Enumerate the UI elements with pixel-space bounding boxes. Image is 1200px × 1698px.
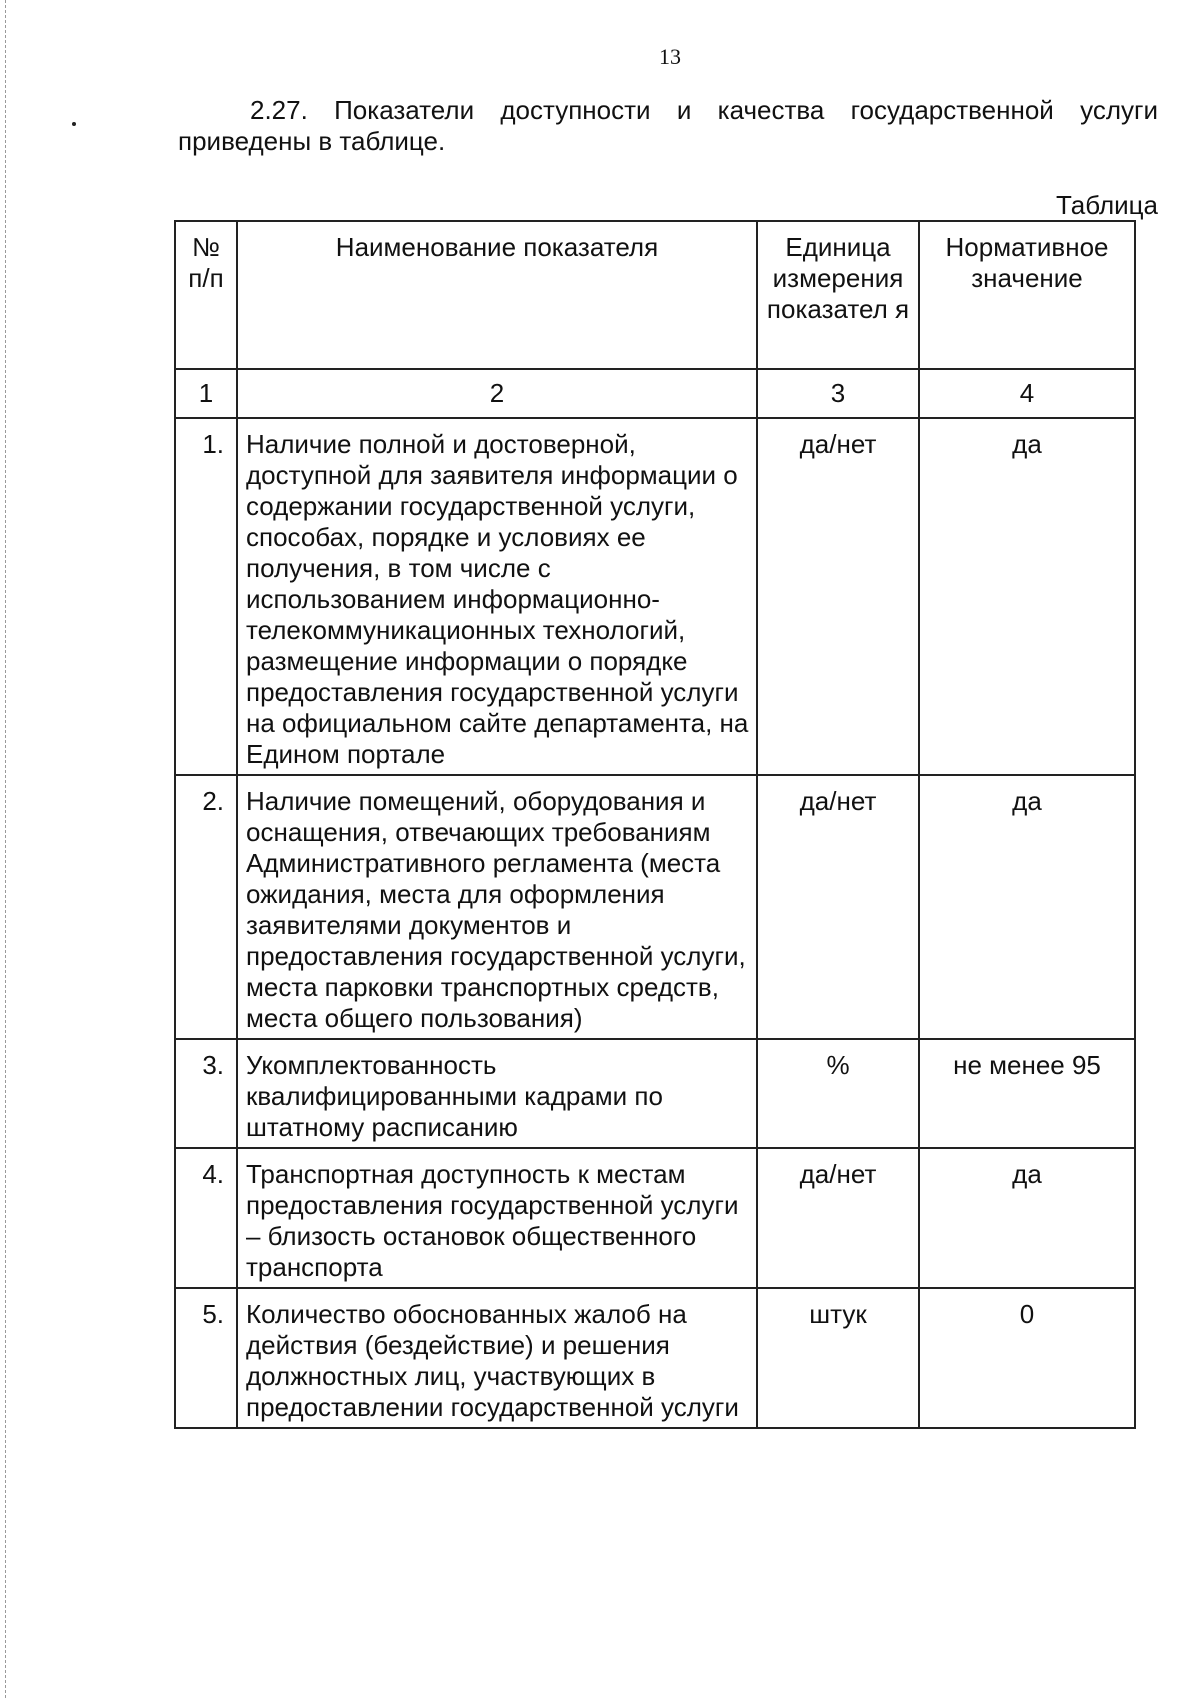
table-row xyxy=(175,418,1135,775)
header-unit: Единица измерения показател я xyxy=(757,221,919,369)
table-row xyxy=(175,775,1135,1039)
row-number: 3. xyxy=(175,1039,237,1148)
header-num: № п/п xyxy=(175,221,237,369)
indicator-unit: % xyxy=(757,1039,919,1148)
header-norm: Нормативное значение xyxy=(919,221,1135,369)
column-number: 1 xyxy=(175,369,237,418)
row-number: 1. xyxy=(175,418,237,775)
table-row xyxy=(175,1148,1135,1288)
indicator-unit: да/нет xyxy=(757,775,919,1039)
column-number: 4 xyxy=(919,369,1135,418)
column-number: 2 xyxy=(237,369,757,418)
indicator-norm: да xyxy=(919,775,1135,1039)
scan-speck xyxy=(72,122,76,126)
scan-edge xyxy=(5,0,6,1698)
indicator-unit: да/нет xyxy=(757,418,919,775)
header-name: Наименование показателя xyxy=(237,221,757,369)
indicators-table xyxy=(174,220,1136,1429)
indicator-norm: да xyxy=(919,418,1135,775)
indicator-name: Количество обоснованных жалоб на действия (бездействие) и решения должностных лиц, участвующих в предоставлении государственной услуги xyxy=(237,1288,757,1428)
indicator-unit: да/нет xyxy=(757,1148,919,1288)
column-number-row xyxy=(175,369,1135,418)
indicator-norm: да xyxy=(919,1148,1135,1288)
table-header-row xyxy=(175,221,1135,369)
page-number: 13 xyxy=(659,44,681,69)
column-number: 3 xyxy=(757,369,919,418)
table-caption: Таблица xyxy=(1056,190,1158,220)
indicator-norm: 0 xyxy=(919,1288,1135,1428)
table-row xyxy=(175,1039,1135,1148)
indicator-name: Наличие полной и достоверной, доступной для заявителя информации о содержании государственной услуги, способах, порядке и условиях ее получения, в том числе с использованием информационно-телекоммуникационных технологий, размещение информации о порядке предоставления государственной услуги на официальном сайте департамента, на Едином портале xyxy=(237,418,757,775)
indicator-unit: штук xyxy=(757,1288,919,1428)
indicator-norm: не менее 95 xyxy=(919,1039,1135,1148)
row-number: 4. xyxy=(175,1148,237,1288)
indicator-name: Укомплектованность квалифицированными кадрами по штатному расписанию xyxy=(237,1039,757,1148)
intro-paragraph: 2.27. Показатели доступности и качества государственной услуги приведены в таблице. xyxy=(178,95,1158,156)
row-number: 2. xyxy=(175,775,237,1039)
table-row xyxy=(175,1288,1135,1428)
row-number: 5. xyxy=(175,1288,237,1428)
indicator-name: Наличие помещений, оборудования и оснащения, отвечающих требованиям Административного регламента (места ожидания, места для оформления заявителями документов и предоставления государственной услуги, места парковки транспортных средств, места общего пользования) xyxy=(237,775,757,1039)
indicator-name: Транспортная доступность к местам предоставления государственной услуги – близость остановок общественного транспорта xyxy=(237,1148,757,1288)
